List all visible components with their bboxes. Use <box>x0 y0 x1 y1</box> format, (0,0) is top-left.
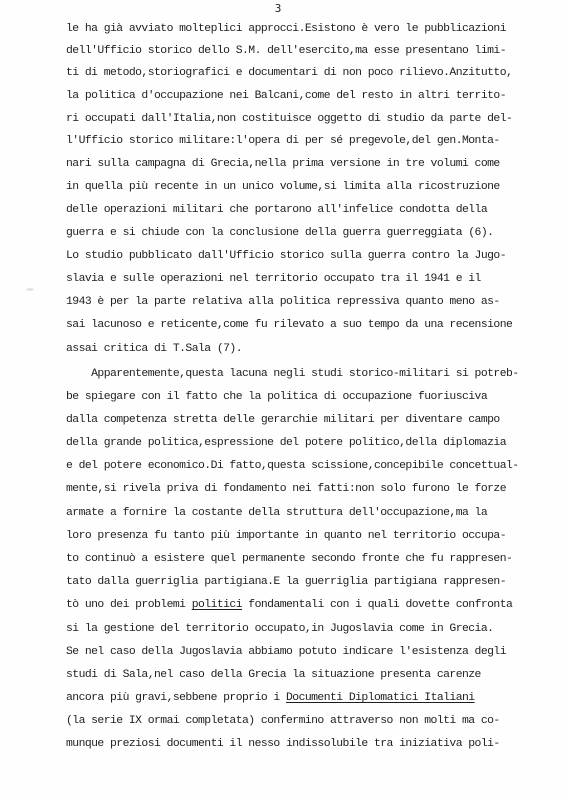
text-segment: fondamentali con i quali dovette confronta <box>242 599 513 611</box>
text-segment: armate a fornire la costante della struttura dell'occupazione,ma la <box>66 507 488 519</box>
text-segment: to continuò a esistere quel permanente secondo fronte che fu rappresen- <box>66 553 513 565</box>
text-line <box>66 22 506 36</box>
text-segment: nari sulla campagna di Grecia,nella prima versione in tre volumi come <box>66 158 500 170</box>
punch-hole-mark <box>26 288 34 291</box>
text-line <box>66 390 487 404</box>
text-line <box>66 44 506 58</box>
text-line <box>66 89 506 103</box>
text-line <box>66 714 500 728</box>
text-line <box>66 318 512 332</box>
text-line <box>66 134 500 148</box>
text-line <box>66 645 506 659</box>
text-line <box>66 598 512 612</box>
text-segment: assai critica di T.Sala (7). <box>66 343 242 355</box>
text-segment: slavia e sulle operazioni nel territorio occupato tra il 1941 e il <box>66 273 481 285</box>
text-segment: Lo studio pubblicato dall'Ufficio storico sulla guerra contro la Jugo- <box>66 250 506 262</box>
text-segment: guerra e si chiude con la conclusione della guerra guerreggiata (6). <box>66 227 494 239</box>
text-segment: tò uno dei problemi <box>66 599 192 611</box>
text-line <box>66 272 481 286</box>
text-segment: delle operazioni militari che portarono all'infelice condotta della <box>66 204 488 216</box>
text-segment: ri occupati dall'Italia,non costituisce oggetto di studio da parte del- <box>66 113 513 125</box>
text-line <box>66 66 512 80</box>
text-segment: ti di metodo,storiografici e documentari di non poco rilievo.Anzitutto, <box>66 67 513 79</box>
text-segment: sai lacunoso e reticente,come fu rilevato a suo tempo da una recensione <box>66 319 513 331</box>
text-line <box>66 249 506 263</box>
text-line <box>66 552 512 566</box>
text-segment: 1943 è per la parte relativa alla politica repressiva quanto meno as- <box>66 296 500 308</box>
text-segment: be spiegare con il fatto che la politica di occupazione fuoriusciva <box>66 391 488 403</box>
text-segment: tato dalla guerriglia partigiana.E la guerriglia partigiana rappresen- <box>66 576 506 588</box>
text-line <box>66 367 519 381</box>
text-segment: si la gestione del territorio occupato,in Jugoslavia come in Grecia. <box>66 623 494 635</box>
text-line <box>66 180 500 194</box>
text-segment: munque preziosi documenti il nesso indissolubile tra iniziativa poli- <box>66 738 500 750</box>
text-segment: in quella più recente in un unico volume,si limita alla ricostruzione <box>66 181 500 193</box>
text-line <box>66 506 487 520</box>
text-segment: e del potere economico.Di fatto,questa scissione,concepibile concettual- <box>66 460 519 472</box>
text-line <box>66 529 506 543</box>
page-number: 3 <box>274 2 282 15</box>
text-line <box>66 737 500 751</box>
text-segment: Se nel caso della Jugoslavia abbiamo potuto indicare l'esistenza degli <box>66 646 506 658</box>
text-segment: studi di Sala,nel caso della Grecia la situazione presenta carenze <box>66 669 481 681</box>
text-segment: dell'Ufficio storico dello S.M. dell'esercito,ma esse presentano limi- <box>66 45 506 57</box>
text-segment: Apparentemente,questa lacuna negli studi storico-militari si potreb- <box>66 368 519 380</box>
text-line <box>66 342 242 356</box>
text-segment: le ha già avviato molteplici approcci.Esistono è vero le pubblicazioni <box>66 23 506 35</box>
text-line <box>66 112 512 126</box>
text-line <box>66 668 481 682</box>
text-segment: (la serie IX ormai completata) confermino attraverso non molti ma co- <box>66 715 500 727</box>
text-line <box>66 575 506 589</box>
text-line <box>66 157 500 171</box>
underlined-text: Documenti Diplomatici Italiani <box>286 692 475 704</box>
text-segment: della grande politica,espressione del potere politico,della diplomazia <box>66 437 506 449</box>
text-line <box>66 459 519 473</box>
text-line <box>66 413 500 427</box>
text-segment: ancora più gravi,sebbene proprio i <box>66 692 286 704</box>
text-segment: loro presenza fu tanto più importante in quanto nel territorio occupa- <box>66 530 506 542</box>
text-line <box>66 436 506 450</box>
text-segment: la politica d'occupazione nei Balcani,come del resto in altri territo- <box>66 90 506 102</box>
text-line <box>66 622 493 636</box>
text-line <box>66 691 475 705</box>
text-line <box>66 295 500 309</box>
text-segment: mente,si rivela priva di fondamento nei fatti:non solo furono le forze <box>66 483 506 495</box>
text-line <box>66 203 487 217</box>
text-line <box>66 482 506 496</box>
text-segment: l'Ufficio storico militare:l'opera di per sé pregevole,del gen.Monta- <box>66 135 500 147</box>
underlined-text: politici <box>191 599 243 611</box>
text-segment: dalla competenza stretta delle gerarchie militari per diventare campo <box>66 414 500 426</box>
text-line <box>66 226 493 240</box>
